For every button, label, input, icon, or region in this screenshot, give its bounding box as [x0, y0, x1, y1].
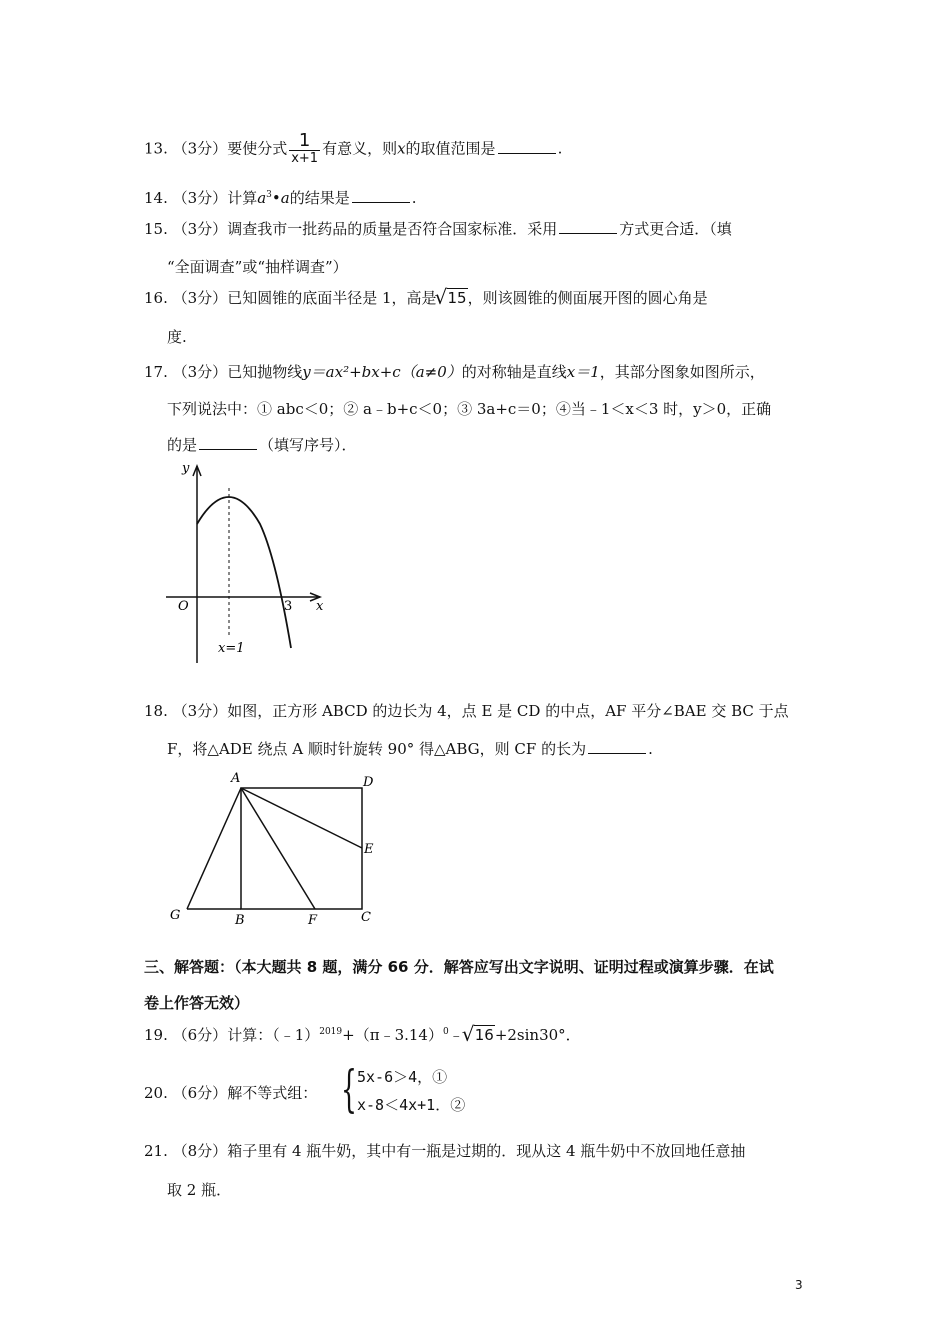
label-b: B [235, 913, 245, 928]
square-abcd [241, 788, 362, 909]
q17-line1-b: 的对称轴是直线 [461, 363, 567, 381]
q13-text-b: 有意义，则 [322, 139, 398, 158]
q20-inequality-1: 5x-6＞4，① [357, 1068, 448, 1086]
q14-expr-a: a [257, 189, 267, 207]
q17-line1-a: 已知抛物线 [227, 363, 303, 381]
q14-answer-blank[interactable] [352, 188, 410, 203]
question-18-line1 [144, 700, 789, 721]
x-label: x [316, 599, 324, 614]
three-label: 3 [284, 599, 293, 614]
q15-line1-end: 方式更合适．（填 [619, 220, 732, 238]
q16-score: （3分） [172, 289, 228, 307]
q17-line3-b: （填写序号）． [259, 436, 357, 454]
q20-text: 解不等式组： [227, 1084, 318, 1102]
q17-answer-blank[interactable] [199, 435, 257, 450]
q18-line2 [167, 738, 653, 759]
q17-number: 17. [144, 363, 168, 381]
q15-number: 15. [144, 220, 168, 238]
q20-inequality-2: x-8＜4x+1．② [357, 1096, 466, 1114]
q17-line3 [167, 434, 357, 455]
q15-answer-blank[interactable] [559, 219, 617, 234]
q21-line2: 取 2 瓶． [167, 1181, 232, 1199]
q14-dot: • [271, 189, 281, 207]
q13-end: . [557, 139, 563, 158]
q13-text-c: 的取值范围是 [405, 139, 496, 158]
q18-line1: 如图，正方形 ABCD 的边长为 4，点 E 是 CD 的中点，AF 平分∠BAE 交 BC 于点 [227, 702, 789, 720]
q14-text-b: 的结果是 [289, 189, 350, 207]
question-19 [144, 1024, 581, 1045]
q18-line2-a: F，将△ADE 绕点 A 顺时针旋转 90° 得△ABG，则 CF 的长为 [167, 740, 587, 758]
q19-text-d: +2sin30°． [494, 1026, 581, 1044]
q19-exp2: 0 [442, 1027, 449, 1037]
q21-number: 21. [144, 1142, 168, 1160]
q17-equation: y＝ax²+bx+c（a≠0） [302, 363, 462, 381]
q16-text-a: 已知圆锥的底面半径是 1，高是 [227, 289, 437, 307]
label-f: F [308, 913, 318, 928]
q13-number: 13. [144, 139, 168, 158]
q13-frac-num: 1 [298, 130, 311, 151]
q19-number: 19. [144, 1026, 168, 1044]
q18-square-figure [165, 768, 385, 930]
q19-score: （6分） [172, 1026, 228, 1044]
question-13 [144, 132, 562, 167]
label-g: G [170, 908, 181, 923]
q19-exp1: 2019 [319, 1027, 343, 1037]
q19-sqrt-val: 16 [474, 1026, 494, 1044]
q20-prefix [144, 1082, 317, 1103]
q19-text-a: 计算：（﹣1） [227, 1026, 320, 1044]
q16-sqrt [437, 289, 468, 307]
question-14 [144, 187, 417, 208]
q14-end: . [411, 189, 417, 207]
q13-answer-blank[interactable] [498, 139, 556, 154]
section-3-heading-line1: 三、解答题：（本大题共 8 题，满分 66 分．解答应写出文字说明、证明过程或演算步骤．在试 [144, 958, 774, 976]
q17-parabola-figure [160, 458, 335, 668]
label-e: E [364, 842, 374, 857]
q16-number: 16. [144, 289, 168, 307]
section-3-heading-line2: 卷上作答无效） [144, 994, 250, 1012]
q15-line1: 调查我市一批药品的质量是否符合国家标准．采用 [227, 220, 558, 238]
q13-text-a: 要使分式 [227, 139, 288, 158]
q16-line2: 度. [167, 328, 187, 346]
q14-expr-b: a [280, 189, 290, 207]
q15-line2: “全面调查”或“抽样调查”） [167, 258, 348, 276]
q15-score: （3分） [172, 220, 228, 238]
q18-score: （3分） [172, 702, 228, 720]
parabola-curve [197, 497, 291, 648]
q19-sqrt [464, 1026, 495, 1044]
q14-text-a: 计算 [227, 189, 258, 207]
q20-number: 20. [144, 1084, 168, 1102]
question-15-line1 [144, 218, 732, 239]
label-c: C [361, 910, 371, 925]
label-d: D [363, 775, 374, 790]
q20-brace: { [341, 1060, 357, 1118]
q16-sqrt-val: 15 [447, 289, 467, 307]
y-label: y [182, 461, 190, 476]
q19-text-c: ﹣ [448, 1026, 464, 1044]
q17-line1-c: ，其部分图象如图所示， [599, 363, 765, 381]
q21-score: （8分） [172, 1142, 228, 1160]
axis-x1-label: x=1 [218, 641, 245, 656]
q17-axis: x＝1 [566, 363, 600, 381]
q18-number: 18. [144, 702, 168, 720]
q17-line3-a: 的是 [167, 436, 198, 454]
q13-score: （3分） [172, 139, 228, 158]
q18-answer-blank[interactable] [588, 739, 646, 754]
q20-score: （6分） [172, 1084, 228, 1102]
q14-number: 14. [144, 189, 168, 207]
question-21-line1 [144, 1140, 745, 1161]
q19-text-b: +（π﹣3.14） [342, 1026, 443, 1044]
q14-score: （3分） [172, 189, 228, 207]
segment-ag [187, 788, 241, 909]
q13-frac-den: x+1 [291, 151, 319, 166]
q13-var: x [397, 139, 406, 158]
question-16-line1 [144, 287, 708, 308]
q21-line1: 箱子里有 4 瓶牛奶，其中有一瓶是过期的．现从这 4 瓶牛奶中不放回地任意抽 [227, 1142, 746, 1160]
q17-score: （3分） [172, 363, 228, 381]
page-number: 3 [795, 1278, 803, 1292]
q16-text-b: ，则该圆锥的侧面展开图的圆心角是 [467, 289, 708, 307]
q18-line2-end: . [648, 740, 653, 758]
origin-label: O [178, 599, 189, 614]
q13-fraction [289, 132, 320, 167]
question-17-line1 [144, 361, 765, 382]
q14-exp: 3 [266, 190, 272, 200]
label-a: A [231, 771, 241, 786]
q17-line2: 下列说法中：① abc＜0；② a﹣b+c＜0；③ 3a+c＝0；④当﹣1＜x＜3 时，y＞0，正确 [167, 400, 772, 418]
